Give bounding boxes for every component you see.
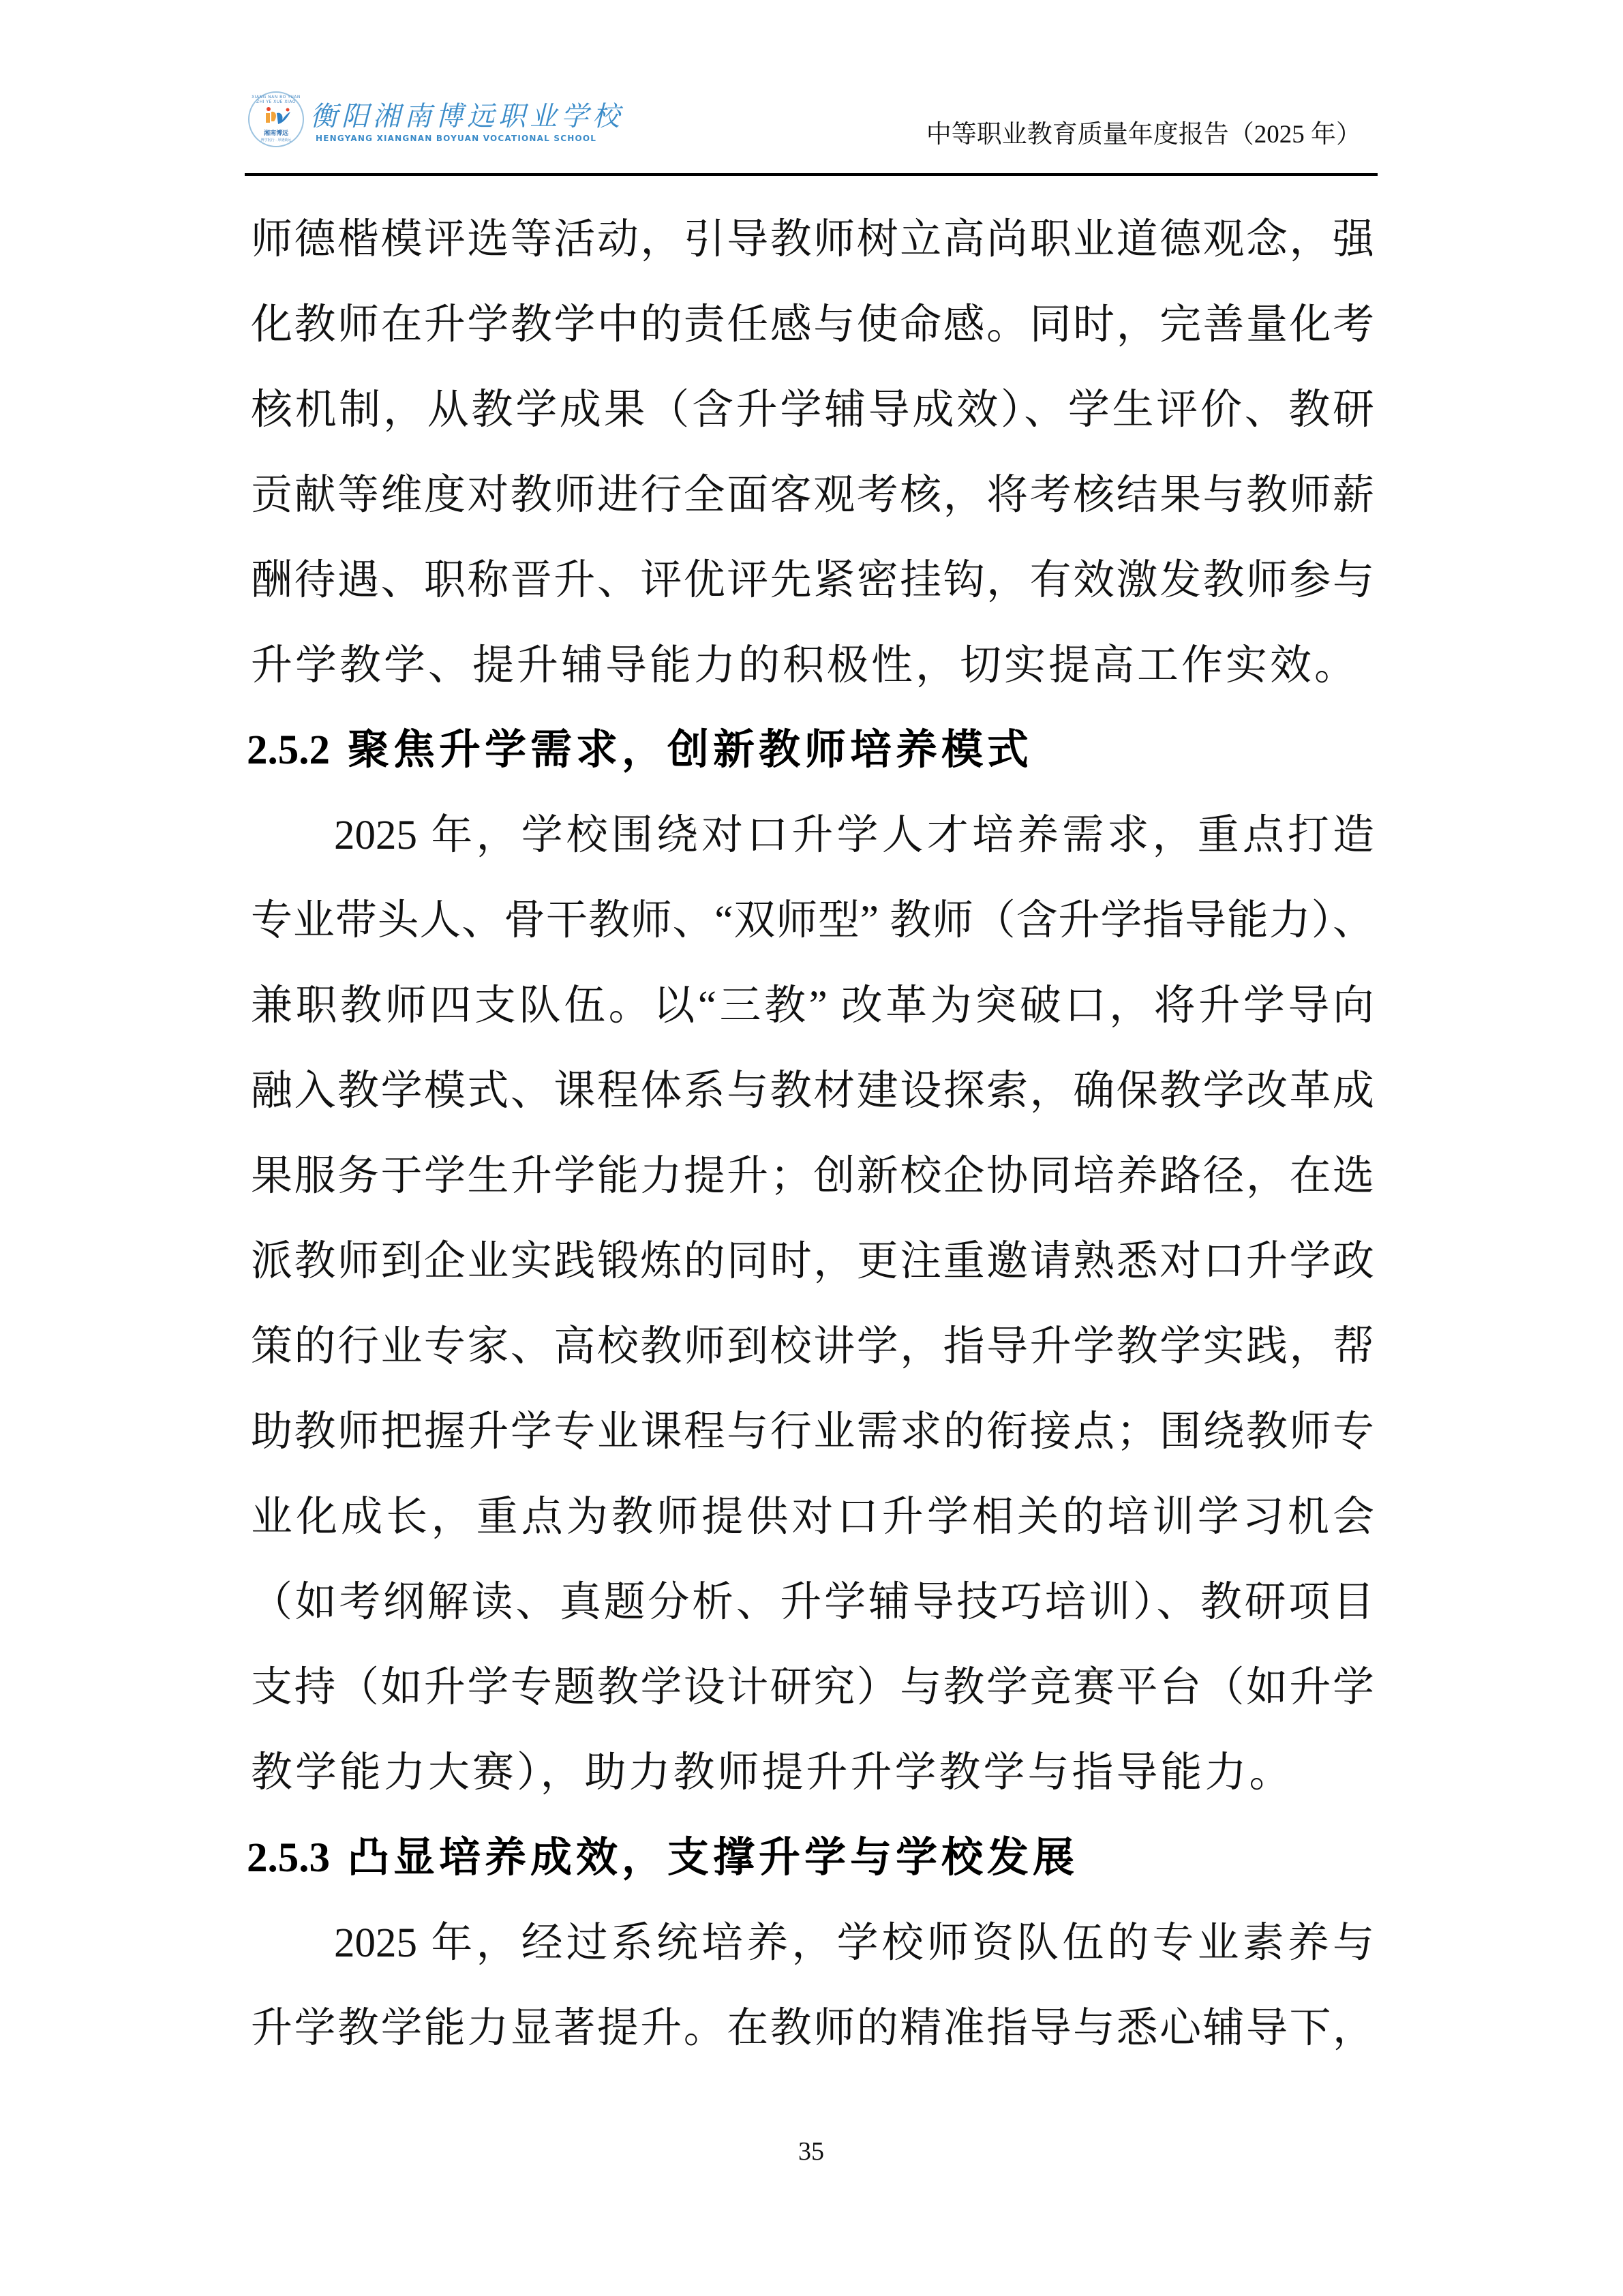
paragraph-line: 支持（如升学专题教学设计研究）与教学竞赛平台（如升学 (251, 1665, 1374, 1710)
header-divider (245, 173, 1378, 176)
school-name-cn: 衡阳湘南博远职业学校 (310, 101, 624, 132)
paragraph-line: 核机制，从教学成果（含升学辅导成效）、学生评价、教研 (251, 387, 1374, 433)
paragraph-line: 专业带头人、骨干教师、“双师型” 教师（含升学指导能力）、 (251, 898, 1374, 943)
paragraph-line: 派教师到企业实践锻炼的同时，更注重邀请熟悉对口升学政 (251, 1239, 1374, 1284)
section-heading-2-5-3 (247, 1837, 1078, 1880)
section-number: 2.5.3 (247, 1835, 330, 1881)
paragraph-line: 教学能力大赛），助力教师提升升学教学与指导能力。 (251, 1750, 1294, 1796)
paragraph-line: 果服务于学生升学能力提升；创新校企协同培养路径，在选 (251, 1153, 1374, 1199)
section-heading-2-5-2 (247, 729, 1033, 772)
logo-ring-text: XIANG NAN BO YUAN ZHI YE XUE XIAO (252, 95, 301, 104)
section-number: 2.5.2 (247, 727, 330, 773)
logo-seal-name: 湘南博远 (263, 130, 288, 137)
report-title: 中等职业教育质量年度报告（2025 年） (926, 121, 1361, 149)
paragraph-line: 化教师在升学教学中的责任感与使命感。同时，完善量化考 (251, 302, 1374, 348)
paragraph-line: 策的行业专家、高校教师到校讲学，指导升学教学实践，帮 (251, 1324, 1374, 1370)
section-title: 凸显培养成效，支撑升学与学校发展 (348, 1835, 1079, 1881)
school-logo (248, 91, 304, 147)
paragraph-line: 升学教学能力显著提升。在教师的精准指导与悉心辅导下， (251, 2006, 1374, 2051)
logo-mark-icon (263, 106, 292, 125)
logo-motto: 博学躬行 · 厚德致远 (260, 138, 292, 142)
paragraph-line: 助教师把握升学专业课程与行业需求的衔接点；围绕教师专 (251, 1409, 1374, 1455)
paragraph-line: 2025 年，经过系统培养，学校师资队伍的专业素养与 (334, 1920, 1374, 1966)
paragraph-line: 2025 年，学校围绕对口升学人才培养需求，重点打造 (334, 813, 1374, 858)
paragraph-line: 融入教学模式、课程体系与教材建设探索，确保教学改革成 (251, 1068, 1374, 1114)
paragraph-line: 贡献等维度对教师进行全面客观考核，将考核结果与教师薪 (251, 472, 1374, 518)
paragraph-line: 业化成长，重点为教师提供对口升学相关的培训学习机会 (251, 1494, 1374, 1540)
paragraph-line: 酬待遇、职称晋升、评优评先紧密挂钩，有效激发教师参与 (251, 558, 1374, 603)
page-number: 35 (798, 2137, 824, 2166)
school-name-en: HENGYANG XIANGNAN BOYUAN VOCATIONAL SCHOOL (316, 134, 597, 143)
paragraph-line: 升学教学、提升辅导能力的积极性，切实提高工作实效。 (251, 643, 1359, 689)
paragraph-line: （如考纲解读、真题分析、升学辅导技巧培训）、教研项目 (251, 1580, 1374, 1625)
paragraph-line: 兼职教师四支队伍。以“三教” 改革为突破口，将升学导向 (251, 983, 1374, 1029)
paragraph-line: 师德楷模评选等活动，引导教师树立高尚职业道德观念，强 (251, 217, 1374, 262)
section-title: 聚焦升学需求，创新教师培养模式 (348, 727, 1033, 773)
